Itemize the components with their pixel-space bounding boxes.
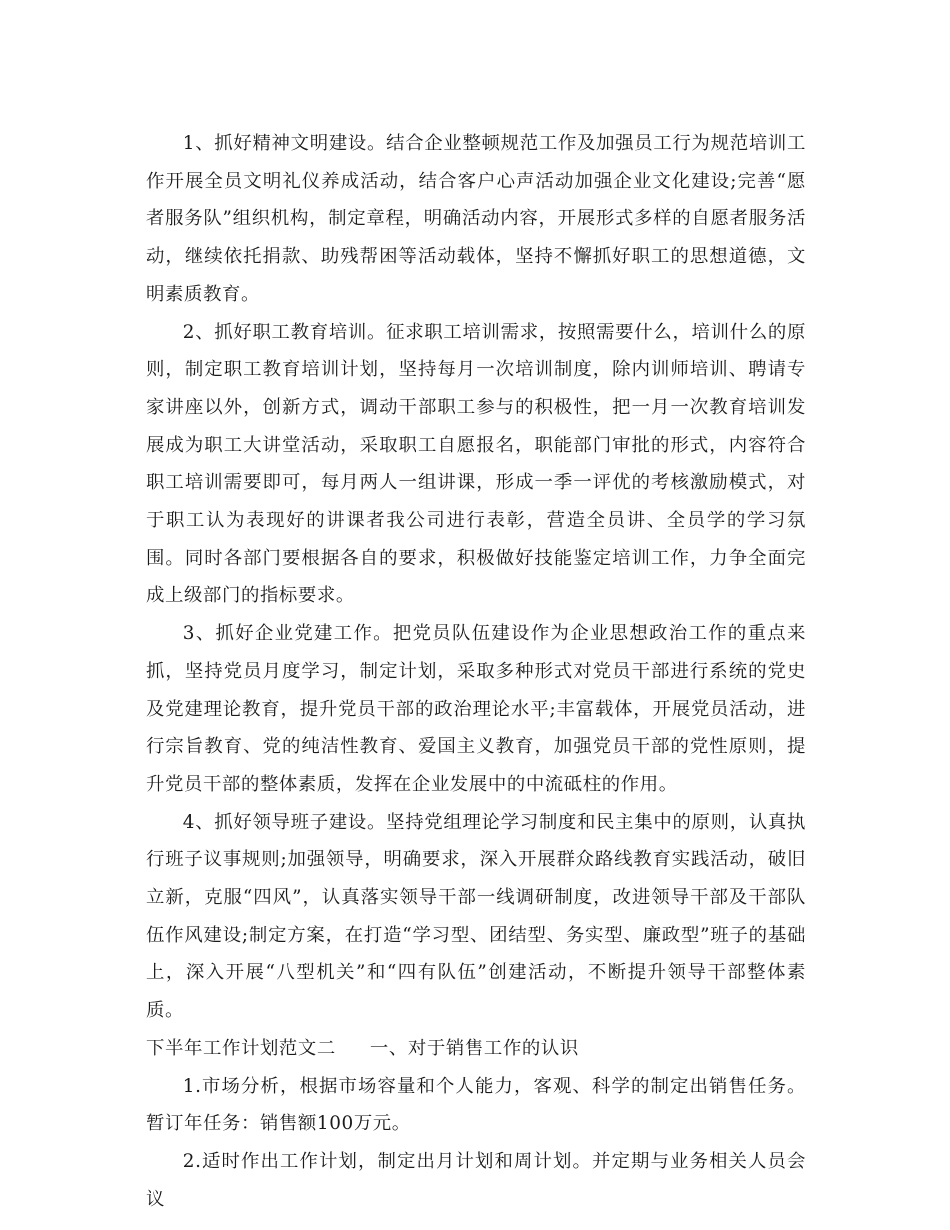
paragraph-leadership-building: 4、抓好领导班子建设。坚持党组理论学习制度和民主集中的原则，认真执行班子议事规则;加强领导，明确要求，深入开展群众路线教育实践活动，破旧立新，克服“四风”，认真落实领导干部一线调研制度，改进领导干部及干部队伍作风建设;制定方案，在打造“学习型、团结型、务实型、廉政型”班子的基础上，深入开展“八型机关”和“四有队伍”创建活动，不断提升领导干部整体素质。 <box>146 811 806 1022</box>
section-title: 下半年工作计划范文二 <box>146 1037 336 1059</box>
document-body <box>146 125 806 1218</box>
paragraph-work-plan: 2.适时作出工作计划，制定出月计划和周计划。并定期与业务相关人员会议 <box>146 1150 806 1210</box>
paragraph-staff-training: 2、抓好职工教育培训。征求职工培训需求，按照需要什么，培训什么的原则，制定职工教育培训计划，坚持每月一次培训制度，除内训师培训、聘请专家讲座以外，创新方式，调动干部职工参与的积极性，把一月一次教育培训发展成为职工大讲堂活动，采取职工自愿报名，职能部门审批的形式，内容符合职工培训需要即可，每月两人一组讲课，形成一季一评优的考核激励模式，对于职工认为表现好的讲课者我公司进行表彰，营造全员讲、全员学的学习氛围。同时各部门要根据各自的要求，积极做好技能鉴定培训工作，力争全面完成上级部门的指标要求。 <box>146 321 806 607</box>
paragraph-party-building: 3、抓好企业党建工作。把党员队伍建设作为企业思想政治工作的重点来抓，坚持党员月度学习，制定计划，采取多种形式对党员干部进行系统的党史及党建理论教育，提升党员干部的政治理论水平;丰富载体，开展党员活动，进行宗旨教育、党的纯洁性教育、爱国主义教育，加强党员干部的党性原则，提升党员干部的整体素质，发挥在企业发展中的中流砥柱的作用。 <box>146 623 806 795</box>
paragraph-spiritual-civilization: 1、抓好精神文明建设。结合企业整顿规范工作及加强员工行为规范培训工作开展全员文明礼仪养成活动，结合客户心声活动加强企业文化建设;完善“愿者服务队”组织机构，制定章程，明确活动内容，开展形式多样的自愿者服务活动，继续依托捐款、助残帮困等活动载体，坚持不懈抓好职工的思想道德，文明素质教育。 <box>146 133 806 305</box>
paragraph-market-analysis: 1.市场分析，根据市场容量和个人能力，客观、科学的制定出销售任务。暂订年任务：销售额100万元。 <box>146 1075 806 1135</box>
section-heading <box>146 1030 806 1068</box>
section-subtitle: 一、对于销售工作的认识 <box>369 1037 579 1059</box>
